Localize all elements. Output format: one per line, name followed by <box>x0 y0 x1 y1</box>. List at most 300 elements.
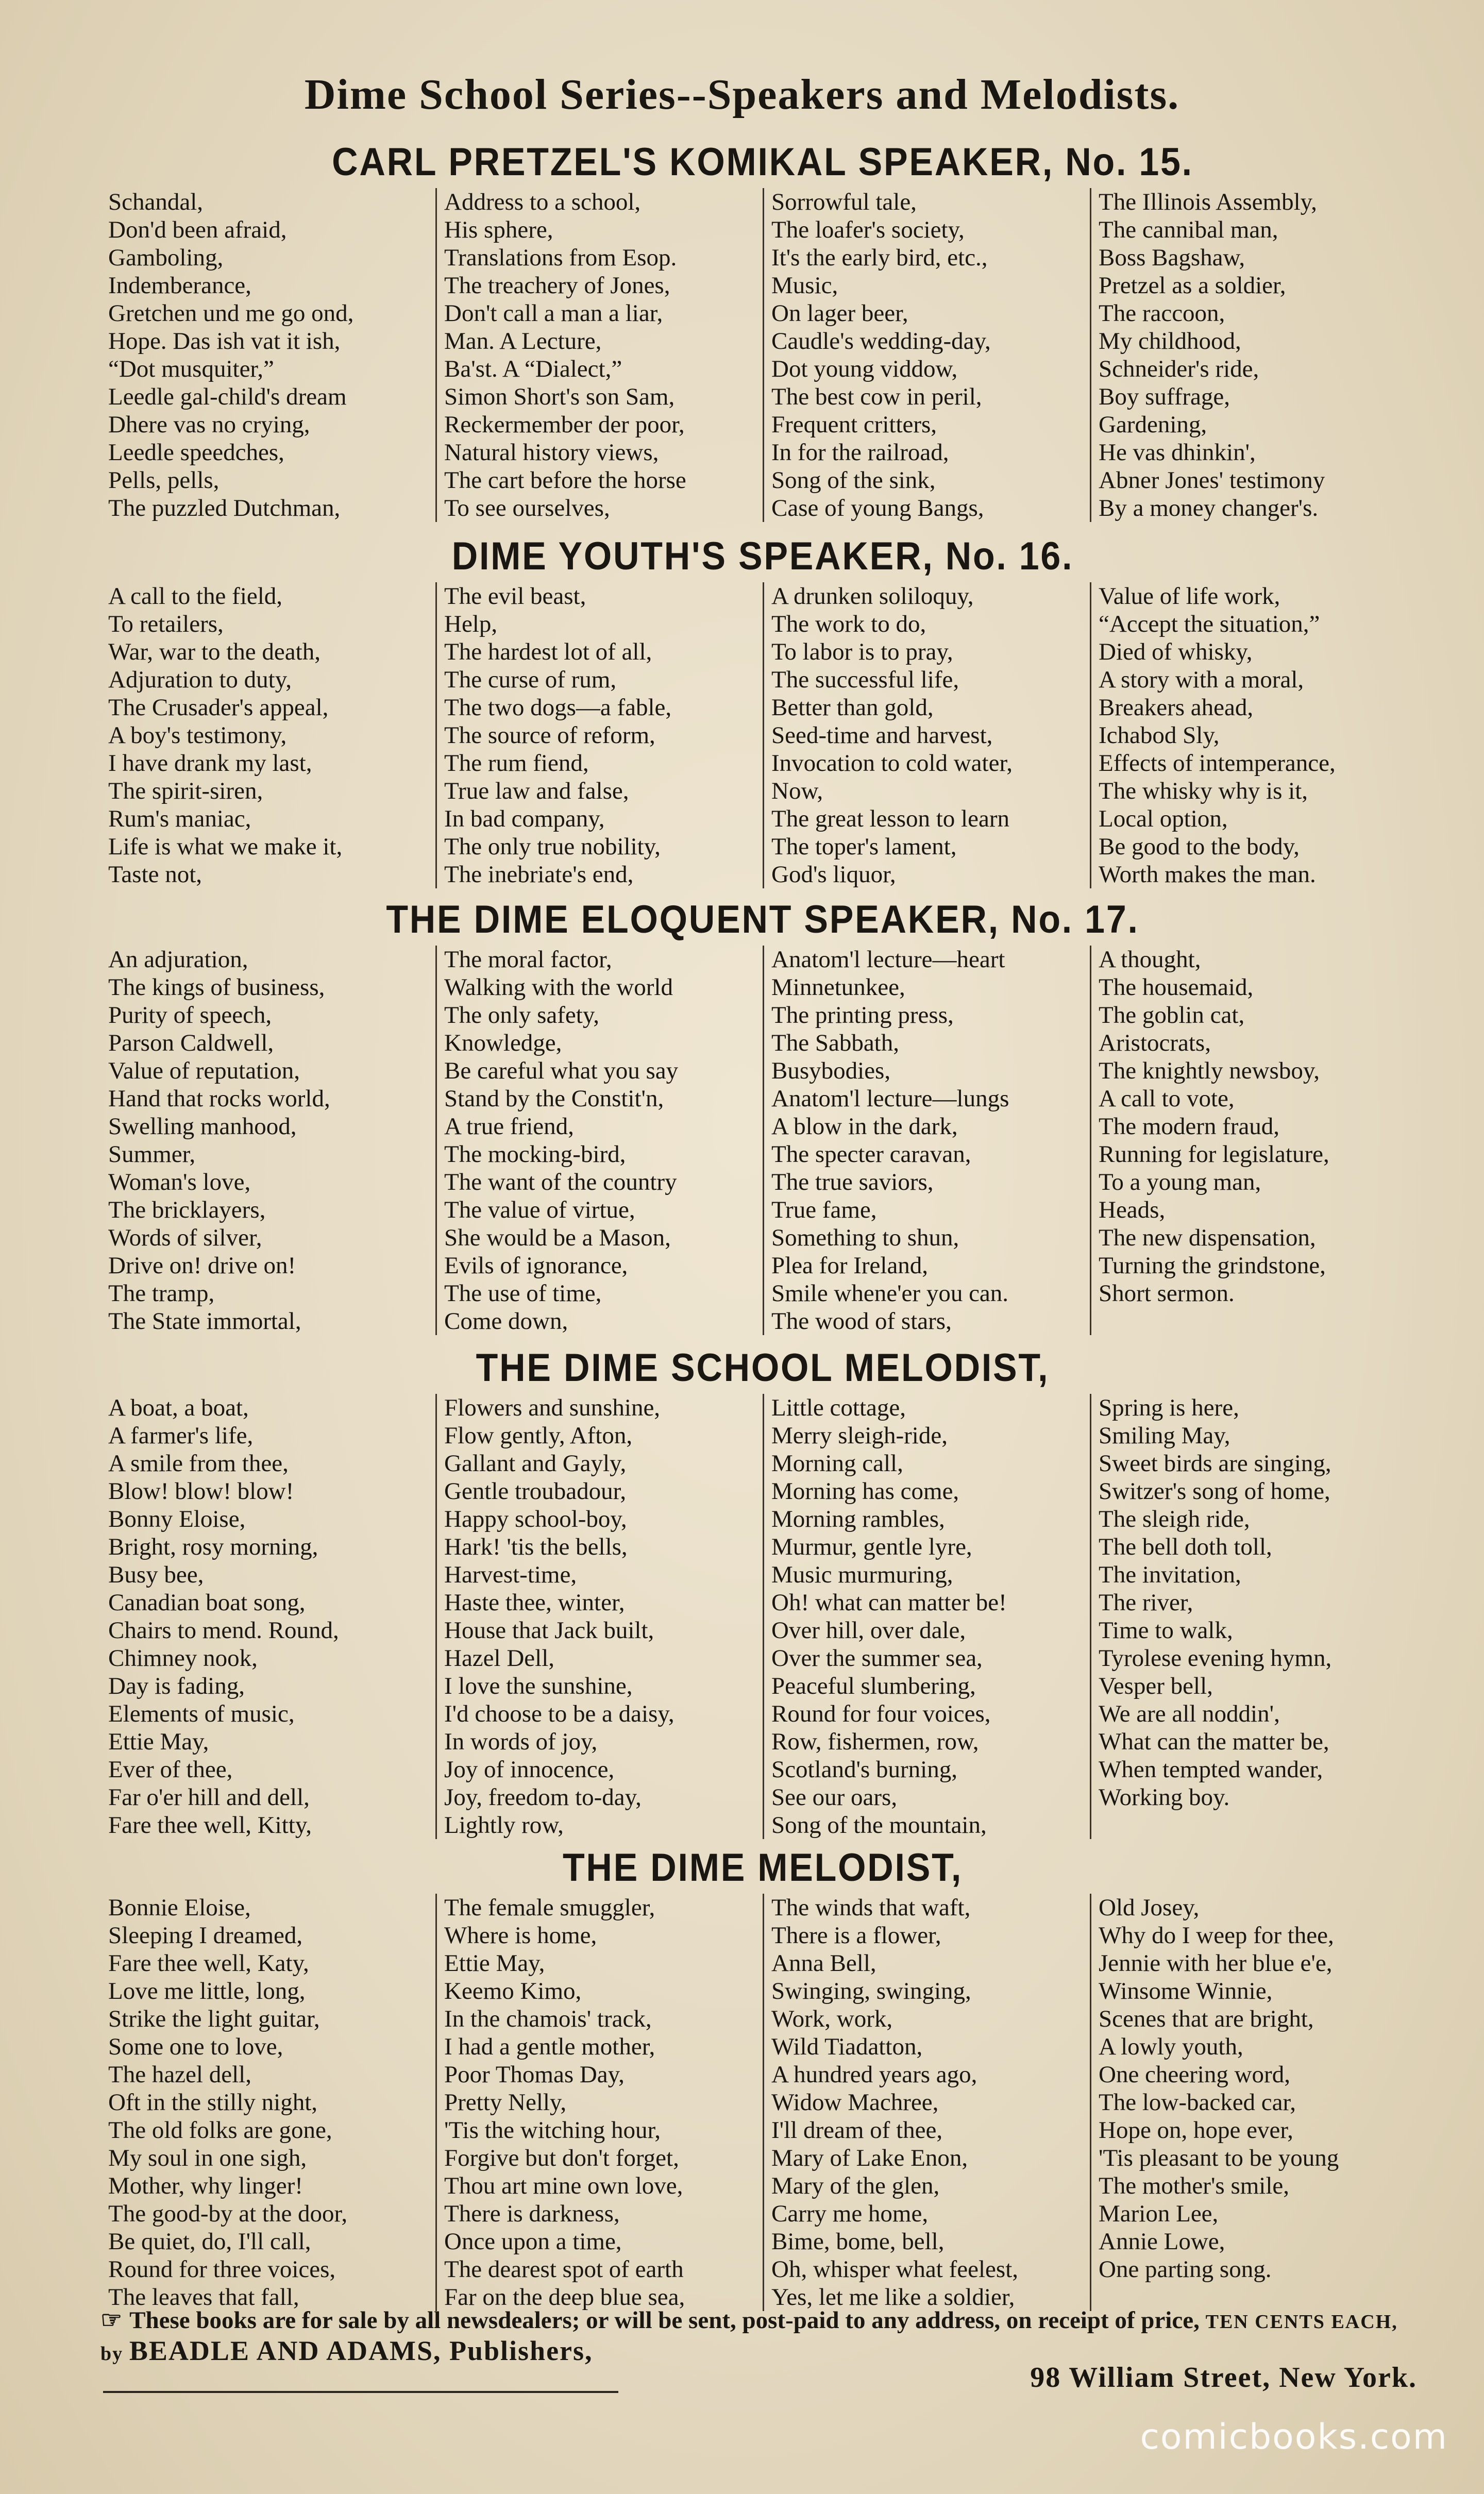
title-entry: Gallant and Gayly, <box>444 1450 627 1477</box>
title-entry: Little cottage, <box>771 1394 906 1421</box>
title-entry: Lightly row, <box>444 1812 564 1839</box>
title-entry: Oh! what can matter be! <box>771 1589 1007 1616</box>
title-entry: Oft in the stilly night, <box>108 2089 318 2116</box>
title-entry: Address to a school, <box>444 189 641 215</box>
title-entry: Smiling May, <box>1099 1422 1230 1449</box>
title-entry: Anatom'l lecture—lungs <box>771 1085 1009 1112</box>
title-entry: Reckermember der poor, <box>444 411 685 438</box>
title-entry: Sleeping I dreamed, <box>108 1922 303 1949</box>
title-entry: The kings of business, <box>108 974 325 1001</box>
series-title: Dime School Series--Speakers and Melodists. <box>304 71 1180 119</box>
title-column <box>108 946 435 1335</box>
title-entry: The successful life, <box>771 666 959 693</box>
title-entry: The dearest spot of earth <box>444 2256 684 2283</box>
title-entry: Mother, why linger! <box>108 2172 303 2199</box>
title-entry: Died of whisky, <box>1099 638 1253 665</box>
title-entry: The invitation, <box>1099 1561 1241 1588</box>
title-entry: The hardest lot of all, <box>444 638 652 665</box>
title-entry: The moral factor, <box>444 946 612 973</box>
title-entry: The printing press, <box>771 1002 954 1029</box>
title-entry: God's liquor, <box>771 861 896 888</box>
title-entry: Switzer's song of home, <box>1099 1478 1330 1505</box>
title-entry: She would be a Mason, <box>444 1224 671 1251</box>
title-entry: Far o'er hill and dell, <box>108 1784 310 1811</box>
title-entry: Gamboling, <box>108 244 224 271</box>
title-entry: Busy bee, <box>108 1561 204 1588</box>
title-entry: Sweet birds are singing, <box>1099 1450 1331 1477</box>
title-entry: Hope on, hope ever, <box>1099 2117 1293 2144</box>
title-entry: The good-by at the door, <box>108 2200 348 2227</box>
title-entry: The best cow in peril, <box>771 383 982 410</box>
title-entry: The inebriate's end, <box>444 861 634 888</box>
title-column <box>435 1394 763 1839</box>
title-entry: The curse of rum, <box>444 666 617 693</box>
title-entry: Once upon a time, <box>444 2228 622 2255</box>
title-entry: Pells, pells, <box>108 467 220 494</box>
title-entry: A call to the field, <box>108 583 283 610</box>
title-entry: He vas dhinkin', <box>1099 439 1256 466</box>
title-entry: Bright, rosy morning, <box>108 1534 318 1560</box>
title-entry: Chimney nook, <box>108 1645 258 1672</box>
title-entry: 'Tis pleasant to be young <box>1099 2145 1339 2171</box>
title-entry: The old folks are gone, <box>108 2117 332 2144</box>
pointing-hand-icon: ☞ <box>100 2307 123 2334</box>
title-entry: Morning call, <box>771 1450 903 1477</box>
title-entry: Tyrolese evening hymn, <box>1099 1645 1332 1672</box>
title-entry: Something to shun, <box>771 1224 959 1251</box>
section-title: THE DIME ELOQUENT SPEAKER, No. 17. <box>386 898 1139 941</box>
title-entry: A boy's testimony, <box>108 722 287 749</box>
title-entry: What can the matter be, <box>1099 1728 1329 1755</box>
title-entry: To see ourselves, <box>444 495 610 521</box>
title-entry: Bime, bome, bell, <box>771 2228 945 2255</box>
title-column <box>435 946 763 1335</box>
section-title: CARL PRETZEL'S KOMIKAL SPEAKER, No. 15. <box>332 140 1193 184</box>
publisher-address: 98 William Street, New York. <box>1030 2362 1417 2394</box>
title-entry: Merry sleigh-ride, <box>771 1422 948 1449</box>
title-entry: In bad company, <box>444 805 605 832</box>
title-entry: Drive on! drive on! <box>108 1252 296 1279</box>
title-entry: An adjuration, <box>108 946 248 973</box>
title-entry: The only safety, <box>444 1002 600 1029</box>
title-entry: Forgive but don't forget, <box>444 2145 679 2171</box>
title-entry: The river, <box>1099 1589 1193 1616</box>
section-youths-speaker <box>108 531 1417 888</box>
title-entry: One cheering word, <box>1099 2061 1290 2088</box>
title-entry: The value of virtue, <box>444 1197 635 1223</box>
publisher-name: BEADLE AND ADAMS, Publishers, <box>129 2335 593 2366</box>
title-entry: A drunken soliloquy, <box>771 583 974 610</box>
title-entry: Bonnie Eloise, <box>108 1894 251 1921</box>
title-column <box>1090 1894 1417 2311</box>
title-entry: Flowers and sunshine, <box>444 1394 661 1421</box>
title-entry: Oh, whisper what feelest, <box>771 2256 1018 2283</box>
title-entry: Don'd been afraid, <box>108 216 287 243</box>
title-entry: Song of the mountain, <box>771 1812 987 1839</box>
title-entry: My childhood, <box>1099 328 1241 355</box>
title-entry: The raccoon, <box>1099 300 1225 327</box>
title-entry: Pretty Nelly, <box>444 2089 567 2116</box>
title-entry: Anatom'l lecture—heart <box>771 946 1005 973</box>
title-entry: Heads, <box>1099 1197 1166 1223</box>
title-entry: The use of time, <box>444 1280 602 1307</box>
title-entry: The sleigh ride, <box>1099 1506 1250 1532</box>
title-entry: Parson Caldwell, <box>108 1030 274 1056</box>
title-entry: See our oars, <box>771 1784 898 1811</box>
title-entry: Mary of Lake Enon, <box>771 2145 968 2171</box>
title-entry: Sorrowful tale, <box>771 189 917 215</box>
title-entry: Knowledge, <box>444 1030 562 1056</box>
section-title: THE DIME SCHOOL MELODIST, <box>476 1346 1050 1390</box>
title-entry: Aristocrats, <box>1099 1030 1211 1056</box>
title-entry: Chairs to mend. Round, <box>108 1617 339 1644</box>
title-entry: Boy suffrage, <box>1099 383 1230 410</box>
footer-notice <box>100 2306 1420 2368</box>
title-entry: Love me little, long, <box>108 1978 306 2004</box>
section-eloquent-speaker <box>108 894 1417 1335</box>
title-column <box>108 582 435 888</box>
title-entry: Working boy. <box>1099 1784 1230 1811</box>
title-entry: The toper's lament, <box>771 833 957 860</box>
title-entry: Smile whene'er you can. <box>771 1280 1009 1307</box>
title-entry: The female smuggler, <box>444 1894 655 1921</box>
title-entry: Winsome Winnie, <box>1099 1978 1273 2004</box>
title-entry: The specter caravan, <box>771 1141 971 1168</box>
title-entry: Music, <box>771 272 838 299</box>
title-entry: Peaceful slumbering, <box>771 1673 976 1699</box>
title-entry: Come down, <box>444 1308 568 1335</box>
title-entry: Summer, <box>108 1141 196 1168</box>
title-entry: A thought, <box>1099 946 1201 973</box>
title-entry: Dhere vas no crying, <box>108 411 310 438</box>
title-entry: Busybodies, <box>771 1057 891 1084</box>
title-entry: By a money changer's. <box>1099 495 1319 521</box>
title-entry: Ettie May, <box>444 1950 545 1977</box>
title-entry: Life is what we make it, <box>108 833 343 860</box>
title-entry: Joy of innocence, <box>444 1756 615 1783</box>
section-dime-melodist <box>108 1842 1417 2311</box>
title-entry: Gentle troubadour, <box>444 1478 627 1505</box>
title-entry: Seed-time and harvest, <box>771 722 993 749</box>
title-entry: Stand by the Constit'n, <box>444 1085 664 1112</box>
title-entry: Spring is here, <box>1099 1394 1239 1421</box>
title-entry: The work to do, <box>771 611 926 637</box>
title-entry: Over the summer sea, <box>771 1645 983 1672</box>
title-entry: A lowly youth, <box>1099 2033 1243 2060</box>
footer-rule <box>103 2391 618 2393</box>
title-entry: Morning rambles, <box>771 1506 945 1532</box>
title-entry: The cart before the horse <box>444 467 686 494</box>
title-entry: Taste not, <box>108 861 203 888</box>
title-entry: There is a flower, <box>771 1922 941 1949</box>
title-column <box>435 1894 763 2311</box>
title-entry: Effects of intemperance, <box>1099 750 1336 777</box>
title-column <box>435 582 763 888</box>
title-entry: The modern fraud, <box>1099 1113 1280 1140</box>
title-entry: Hope. Das ish vat it ish, <box>108 328 341 355</box>
title-entry: Boss Bagshaw, <box>1099 244 1245 271</box>
title-entry: Natural history views, <box>444 439 659 466</box>
title-column <box>763 582 1090 888</box>
title-entry: Joy, freedom to-day, <box>444 1784 642 1811</box>
section-title: DIME YOUTH'S SPEAKER, No. 16. <box>451 534 1074 578</box>
title-entry: Abner Jones' testimony <box>1099 467 1325 494</box>
title-column <box>1090 188 1417 522</box>
title-entry: I'd choose to be a daisy, <box>444 1700 674 1727</box>
title-entry: Ba'st. A “Dialect,” <box>444 356 622 382</box>
title-entry: The only true nobility, <box>444 833 661 860</box>
title-entry: Now, <box>771 778 823 804</box>
title-entry: Vesper bell, <box>1099 1673 1213 1699</box>
title-entry: One parting song. <box>1099 2256 1272 2283</box>
title-entry: Mary of the glen, <box>771 2172 940 2199</box>
title-entry: Better than gold, <box>771 694 934 721</box>
price-text: TEN CENTS EACH, by <box>100 2311 1398 2365</box>
title-entry: Pretzel as a soldier, <box>1099 272 1286 299</box>
title-entry: Frequent critters, <box>771 411 937 438</box>
title-entry: Value of reputation, <box>108 1057 300 1084</box>
title-entry: Work, work, <box>771 2006 893 2032</box>
title-entry: Fare thee well, Kitty, <box>108 1812 312 1839</box>
title-entry: Old Josey, <box>1099 1894 1200 1921</box>
title-entry: Plea for Ireland, <box>771 1252 929 1279</box>
title-entry: Gretchen und me go ond, <box>108 300 354 327</box>
title-entry: To labor is to pray, <box>771 638 953 665</box>
title-entry: A hundred years ago, <box>771 2061 977 2088</box>
title-column <box>108 188 435 522</box>
title-entry: Anna Bell, <box>771 1950 876 1977</box>
title-column <box>1090 946 1417 1335</box>
title-entry: Marion Lee, <box>1099 2200 1219 2227</box>
title-entry: The two dogs—a fable, <box>444 694 672 721</box>
title-entry: The rum fiend, <box>444 750 589 777</box>
title-entry: Hand that rocks world, <box>108 1085 330 1112</box>
title-entry: The Sabbath, <box>771 1030 899 1056</box>
title-columns <box>108 582 1417 888</box>
title-column <box>108 1894 435 2311</box>
title-entry: Case of young Bangs, <box>771 495 984 521</box>
title-entry: Ettie May, <box>108 1728 209 1755</box>
title-entry: When tempted wander, <box>1099 1756 1323 1783</box>
title-entry: Help, <box>444 611 498 637</box>
title-entry: Music murmuring, <box>771 1561 953 1588</box>
title-entry: Schneider's ride, <box>1099 356 1259 382</box>
sale-notice: These books are for sale by all newsdealers; or will be sent, post-paid to any address, on receipt of price, <box>129 2307 1200 2334</box>
title-entry: A farmer's life, <box>108 1422 254 1449</box>
title-entry: Bonny Eloise, <box>108 1506 246 1532</box>
title-entry: A boat, a boat, <box>108 1394 249 1421</box>
title-entry: Ever of thee, <box>108 1756 233 1783</box>
title-entry: Running for legislature, <box>1099 1141 1329 1168</box>
title-entry: The source of reform, <box>444 722 655 749</box>
title-entry: Evils of ignorance, <box>444 1252 628 1279</box>
title-entry: Man. A Lecture, <box>444 328 602 355</box>
title-entry: Song of the sink, <box>771 467 936 494</box>
title-entry: Walking with the world <box>444 974 673 1001</box>
title-entry: The leaves that fall, <box>108 2284 299 2311</box>
title-column <box>763 188 1090 522</box>
title-entry: Strike the light guitar, <box>108 2006 320 2032</box>
title-entry: Thou art mine own love, <box>444 2172 683 2199</box>
section-komikal-speaker <box>108 137 1417 522</box>
title-entry: In for the railroad, <box>771 439 949 466</box>
title-entry: Dot young viddow, <box>771 356 958 382</box>
title-entry: Hazel Dell, <box>444 1645 555 1672</box>
title-entry: Turning the grindstone, <box>1099 1252 1326 1279</box>
title-entry: Round for four voices, <box>771 1700 991 1727</box>
title-entry: The low-backed car, <box>1099 2089 1296 2116</box>
title-entry: The evil beast, <box>444 583 586 610</box>
title-entry: Happy school-boy, <box>444 1506 627 1532</box>
title-columns <box>108 1894 1417 2311</box>
title-entry: Words of silver, <box>108 1224 262 1251</box>
title-entry: Invocation to cold water, <box>771 750 1013 777</box>
title-entry: Wild Tiadatton, <box>771 2033 923 2060</box>
title-entry: The puzzled Dutchman, <box>108 495 341 521</box>
title-entry: Jennie with her blue e'e, <box>1099 1950 1333 1977</box>
title-entry: Some one to love, <box>108 2033 283 2060</box>
title-entry: Caudle's wedding-day, <box>771 328 991 355</box>
watermark: comicbooks.com <box>1140 2417 1448 2457</box>
title-column <box>763 946 1090 1335</box>
title-entry: Where is home, <box>444 1922 597 1949</box>
title-entry: The goblin cat, <box>1099 1002 1245 1029</box>
title-entry: Yes, let me like a soldier, <box>771 2284 1015 2311</box>
title-entry: Minnetunkee, <box>771 974 905 1001</box>
title-entry: The winds that waft, <box>771 1894 971 1921</box>
title-entry: Be careful what you say <box>444 1057 679 1084</box>
title-entry: The whisky why is it, <box>1099 778 1308 804</box>
title-entry: Woman's love, <box>108 1169 251 1195</box>
title-entry: The tramp, <box>108 1280 215 1307</box>
title-entry: It's the early bird, etc., <box>771 244 988 271</box>
title-entry: House that Jack built, <box>444 1617 654 1644</box>
title-entry: The Crusader's appeal, <box>108 694 329 721</box>
title-column <box>1090 582 1417 888</box>
title-column <box>108 1394 435 1839</box>
title-entry: Why do I weep for thee, <box>1099 1922 1334 1949</box>
title-entry: The State immortal, <box>108 1308 301 1335</box>
title-entry: Simon Short's son Sam, <box>444 383 675 410</box>
title-entry: Murmur, gentle lyre, <box>771 1534 972 1560</box>
title-entry: The mother's smile, <box>1099 2172 1290 2199</box>
title-entry: A true friend, <box>444 1113 574 1140</box>
title-entry: The wood of stars, <box>771 1308 952 1335</box>
title-entry: War, war to the death, <box>108 638 321 665</box>
title-entry: To a young man, <box>1099 1169 1261 1195</box>
title-entry: Leedle speedches, <box>108 439 284 466</box>
title-entry: The Illinois Assembly, <box>1099 189 1317 215</box>
title-entry: Leedle gal-child's dream <box>108 383 347 410</box>
title-entry: The cannibal man, <box>1099 216 1278 243</box>
title-entry: The loafer's society, <box>771 216 965 243</box>
title-entry: Swelling manhood, <box>108 1113 297 1140</box>
title-entry: A smile from thee, <box>108 1450 289 1477</box>
title-entry: Carry me home, <box>771 2200 929 2227</box>
title-entry: “Dot musquiter,” <box>108 356 274 382</box>
title-column <box>763 1394 1090 1839</box>
title-entry: Don't call a man a liar, <box>444 300 663 327</box>
title-entry: My soul in one sigh, <box>108 2145 307 2171</box>
title-column <box>1090 1394 1417 1839</box>
title-columns <box>108 1394 1417 1839</box>
title-entry: I love the sunshine, <box>444 1673 633 1699</box>
title-entry: The hazel dell, <box>108 2061 251 2088</box>
title-entry: In words of joy, <box>444 1728 598 1755</box>
title-entry: Time to walk, <box>1099 1617 1233 1644</box>
title-entry: Canadian boat song, <box>108 1589 306 1616</box>
title-entry: I'll dream of thee, <box>771 2117 943 2144</box>
title-entry: True law and false, <box>444 778 629 804</box>
title-entry: Worth makes the man. <box>1099 861 1316 888</box>
title-entry: Swinging, swinging, <box>771 1978 971 2004</box>
title-entry: The new dispensation, <box>1099 1224 1316 1251</box>
title-entry: On lager beer, <box>771 300 908 327</box>
title-entry: Fare thee well, Katy, <box>108 1950 309 1977</box>
title-entry: Purity of speech, <box>108 1002 272 1029</box>
title-entry: Scotland's burning, <box>771 1756 957 1783</box>
title-entry: The knightly newsboy, <box>1099 1057 1320 1084</box>
title-entry: “Accept the situation,” <box>1099 611 1320 637</box>
title-entry: Morning has come, <box>771 1478 959 1505</box>
title-entry: The housemaid, <box>1099 974 1254 1001</box>
title-entry: The want of the country <box>444 1169 677 1195</box>
title-entry: Far on the deep blue sea, <box>444 2284 685 2311</box>
title-entry: Harvest-time, <box>444 1561 577 1588</box>
title-entry: Local option, <box>1099 805 1228 832</box>
title-entry: Indemberance, <box>108 272 251 299</box>
title-entry: Be good to the body, <box>1099 833 1300 860</box>
title-columns <box>108 946 1417 1335</box>
section-school-melodist <box>108 1342 1417 1839</box>
title-entry: In the chamois' track, <box>444 2006 652 2032</box>
title-column <box>763 1894 1090 2311</box>
title-entry: The bell doth toll, <box>1099 1534 1272 1560</box>
title-entry: Widow Machree, <box>771 2089 939 2116</box>
title-entry: Rum's maniac, <box>108 805 251 832</box>
title-entry: True fame, <box>771 1197 877 1223</box>
title-entry: I have drank my last, <box>108 750 312 777</box>
title-entry: The mocking-bird, <box>444 1141 626 1168</box>
title-entry: Blow! blow! blow! <box>108 1478 294 1505</box>
title-entry: A blow in the dark, <box>771 1113 958 1140</box>
title-entry: Hark! 'tis the bells, <box>444 1534 628 1560</box>
title-entry: Elements of music, <box>108 1700 295 1727</box>
title-entry: We are all noddin', <box>1099 1700 1280 1727</box>
title-entry: Keemo Kimo, <box>444 1978 582 2004</box>
title-entry: Over hill, over dale, <box>771 1617 966 1644</box>
title-entry: Ichabod Sly, <box>1099 722 1220 749</box>
title-column <box>435 188 763 522</box>
title-entry: A call to vote, <box>1099 1085 1235 1112</box>
title-entry: Schandal, <box>108 189 204 215</box>
title-entry: Haste thee, winter, <box>444 1589 625 1616</box>
title-entry: Adjuration to duty, <box>108 666 292 693</box>
title-entry: The spirit-siren, <box>108 778 263 804</box>
title-entry: To retailers, <box>108 611 224 637</box>
title-entry: Breakers ahead, <box>1099 694 1254 721</box>
title-columns <box>108 188 1417 522</box>
title-entry: Flow gently, Afton, <box>444 1422 633 1449</box>
title-entry: Round for three voices, <box>108 2256 336 2283</box>
title-entry: Be quiet, do, I'll call, <box>108 2228 311 2255</box>
title-entry: Value of life work, <box>1099 583 1280 610</box>
title-entry: Day is fading, <box>108 1673 245 1699</box>
title-entry: Gardening, <box>1099 411 1207 438</box>
title-entry: Poor Thomas Day, <box>444 2061 625 2088</box>
title-entry: Annie Lowe, <box>1099 2228 1225 2255</box>
title-entry: Scenes that are bright, <box>1099 2006 1314 2032</box>
